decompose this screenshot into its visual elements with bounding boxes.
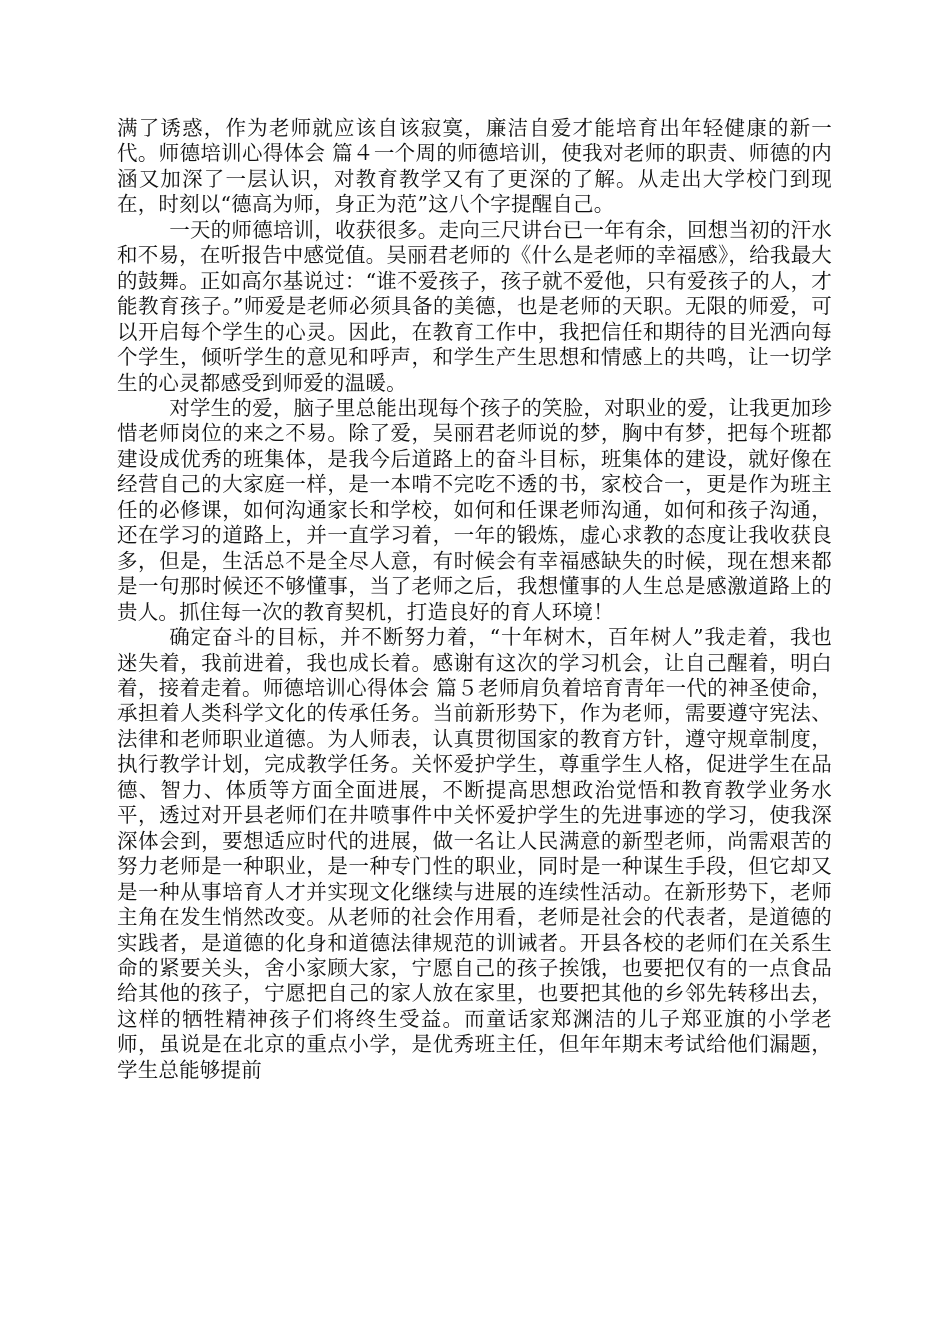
paragraph-1: 满了诱惑，作为老师就应该自该寂寞，廉洁自爱才能培育出年轻健康的新一代。师德培训心得体会 篇４一个周的师德培训，使我对老师的职责、师德的内涵又加深了一层认识，对教育教学又有了更深的了解。从走出大学校门到现在，时刻以“德高为师，身正为范”这八个字提醒自己。 [117,116,832,217]
paragraph-4: 确定奋斗的目标，并不断努力着，“十年树木，百年树人”我走着，我也迷失着，我前进着，我也成长着。感谢有这次的学习机会，让自己醒着，明白着，接着走着。师德培训心得体会 篇５老师肩负着培育青年一代的神圣使命，承担着人类科学文化的传承任务。当前新形势下，作为老师，需要遵守宪法、法律和老师职业道德。为人师表，认真贯彻国家的教育方针，遵守规章制度，执行教学计划，完成教学任务。关怀爱护学生，尊重学生人格，促进学生在品德、智力、体质等方面全面进展，不断提高思想政治觉悟和教育教学业务水平，透过对开县老师们在井喷事件中关怀爱护学生的先进事迹的学习，使我深深体会到，要想适应时代的进展，做一名让人民满意的新型老师，尚需艰苦的努力老师是一种职业，是一种专门性的职业，同时是一种谋生手段，但它却又是一种从事培育人才并实现文化继续与进展的连续性活动。在新形势下，老师主角在发生悄然改变。从老师的社会作用看，老师是社会的代表者，是道德的实践者，是道德的化身和道德法律规范的训诫者。开县各校的老师们在关系生命的紧要关头，舍小家顾大家，宁愿自己的孩子挨饿，也要把仅有的一点食品给其他的孩子，宁愿把自己的家人放在家里，也要把其他的乡邻先转移出去，这样的牺牲精神孩子们将终生受益。而童话家郑渊洁的儿子郑亚旗的小学老师，虽说是在北京的重点小学，是优秀班主任，但年年期末考试给他们漏题，学生总能够提前 [117,625,832,1082]
paragraph-2: 一天的师德培训，收获很多。走向三尺讲台已一年有余，回想当初的汗水和不易，在听报告中感觉值。吴丽君老师的《什么是老师的幸福感》，给我最大的鼓舞。正如高尔基说过：“谁不爱孩子，孩子就不爱他，只有爱孩子的人，才能教育孩子。”师爱是老师必须具备的美德，也是老师的天职。无限的师爱，可以开启每个学生的心灵。因此，在教育工作中，我把信任和期待的目光洒向每个学生，倾听学生的意见和呼声，和学生产生思想和情感上的共鸣，让一切学生的心灵都感受到师爱的温暖。 [117,217,832,395]
document-body [117,116,832,1083]
paragraph-3: 对学生的爱，脑子里总能出现每个孩子的笑脸，对职业的爱，让我更加珍惜老师岗位的来之不易。除了爱，吴丽君老师说的梦，胸中有梦，把每个班都建设成优秀的班集体，是我今后道路上的奋斗目标，班集体的建设，就好像在经营自己的大家庭一样，是一本啃不完吃不透的书，家校合一，更是作为班主任的必修课，如何沟通家长和学校，如何和任课老师沟通，如何和孩子沟通，还在学习的道路上，并一直学习着，一年的锻炼，虚心求教的态度让我收获良多，但是，生活总不是全尽人意，有时候会有幸福感缺失的时候，现在想来都是一句那时候还不够懂事，当了老师之后，我想懂事的人生总是感激道路上的贵人。抓住每一次的教育契机，打造良好的育人环境！ [117,395,832,624]
